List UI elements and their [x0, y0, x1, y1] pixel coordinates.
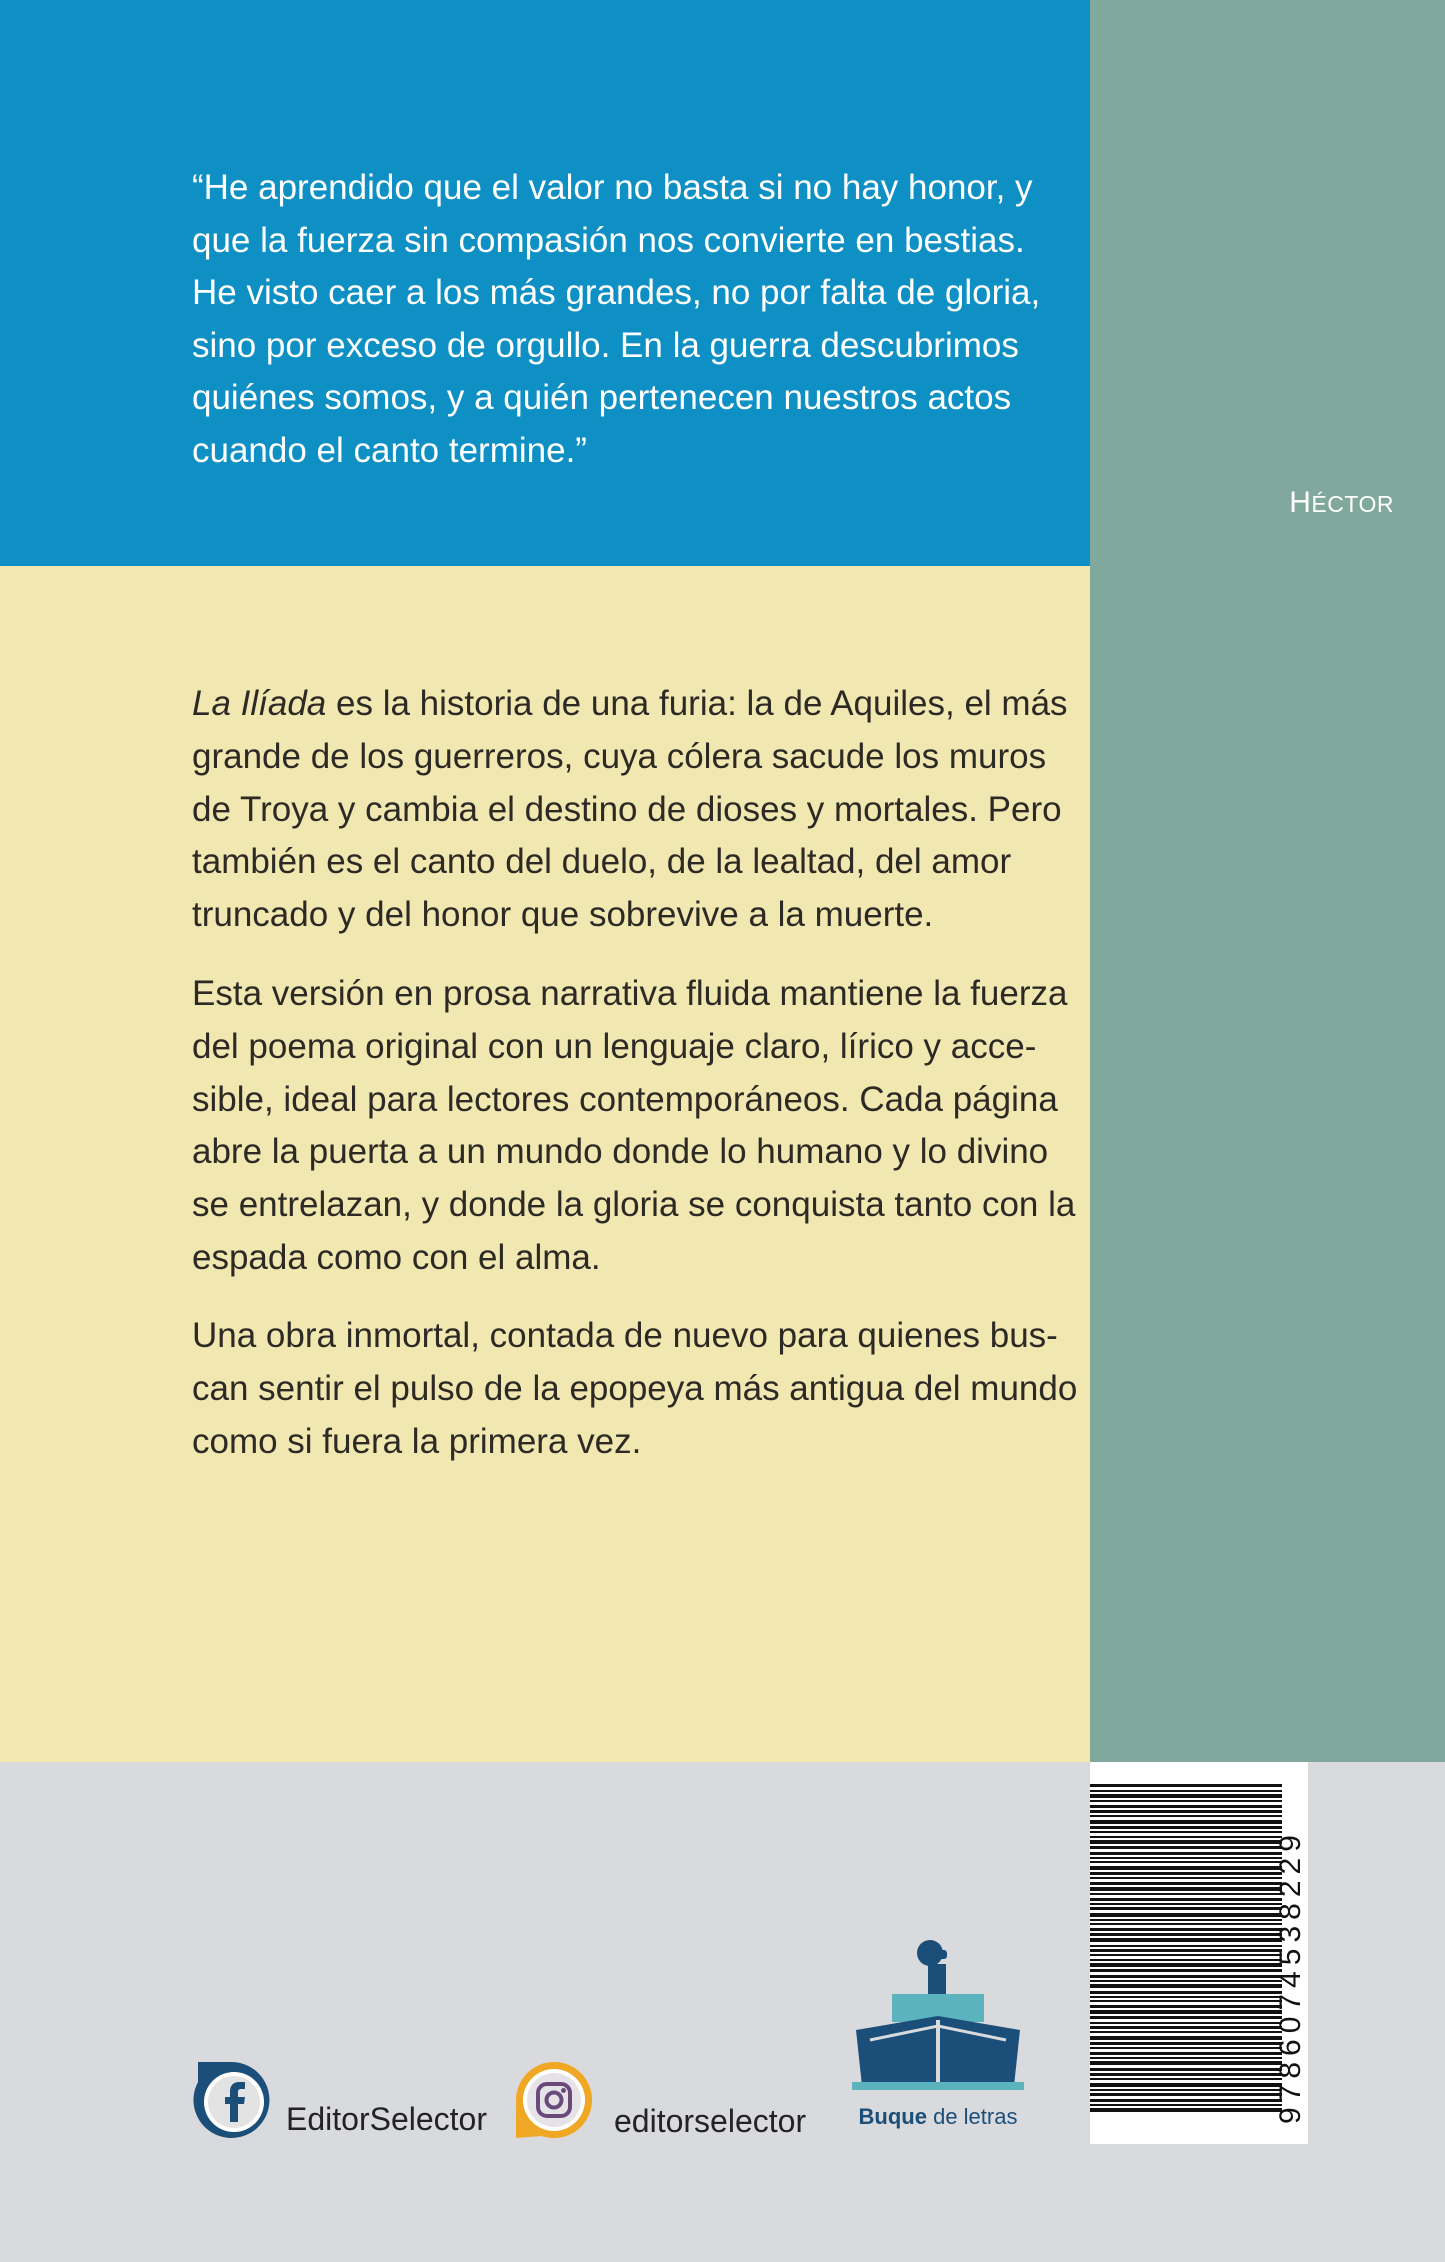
book-title: La Ilíada — [192, 684, 327, 723]
facebook-label: EditorSelector — [286, 2100, 487, 2137]
quote-line: sino por exceso de orgullo. En la guerra descubrimos — [192, 325, 1019, 365]
logo-text-bold: Buque — [858, 2104, 927, 2129]
barcode-bar — [1090, 1991, 1282, 1994]
barcode-bar — [1090, 1984, 1282, 1988]
quote-text — [192, 162, 1062, 477]
barcode-bar — [1090, 2036, 1282, 2040]
barcode-bar — [1090, 2010, 1282, 2014]
barcode-bar — [1090, 1820, 1282, 1824]
barcode-bar — [1090, 1852, 1282, 1855]
barcode-bar — [1090, 1861, 1282, 1863]
description-line: truncado y del honor que sobrevive a la muerte. — [192, 895, 934, 935]
description-line: Esta versión en prosa narrativa fluida mantiene la fuerza — [192, 974, 1068, 1013]
barcode-bar — [1090, 2061, 1282, 2065]
publisher-logo — [848, 1936, 1028, 2146]
barcode-bar — [1090, 2083, 1282, 2087]
quote-author-initial: H — [1289, 486, 1312, 519]
barcode-bar — [1090, 1877, 1282, 1879]
barcode-bar — [1090, 2068, 1282, 2071]
barcode-bar — [1090, 1810, 1282, 1813]
logo-text-rest: de letras — [926, 2104, 1018, 2129]
description-line: abre la puerta a un mundo donde lo humano y lo divino — [192, 1132, 1049, 1172]
barcode — [1090, 1762, 1308, 2144]
facebook-icon — [192, 2060, 272, 2142]
barcode-bar — [1090, 1857, 1282, 1859]
barcode-bar — [1090, 2005, 1282, 2008]
barcode-bar — [1090, 1784, 1282, 1787]
barcode-bar — [1090, 1805, 1282, 1808]
description-line: como si fuera la primera vez. — [192, 1421, 642, 1461]
publisher-logo-text — [848, 2104, 1028, 2130]
quote-line: “He aprendido que el valor no basta si no hay honor, y — [192, 168, 1033, 207]
barcode-bar — [1090, 2078, 1282, 2080]
barcode-bar — [1090, 1945, 1282, 1947]
facebook-link[interactable] — [192, 2060, 487, 2142]
quote-author — [1289, 486, 1394, 520]
barcode-bar — [1090, 1893, 1282, 1895]
description-line: Una obra inmortal, contada de nuevo para quienes bus- — [192, 1316, 1058, 1355]
description-line: se entrelazan, y donde la gloria se conquista tanto con la — [192, 1185, 1076, 1225]
instagram-link[interactable] — [512, 2058, 806, 2142]
barcode-bar — [1090, 2089, 1282, 2091]
barcode-bar — [1090, 1949, 1282, 1952]
barcode-bar — [1090, 1903, 1282, 1905]
description-line-rest: es la historia de una furia: la de Aquiles, el más — [326, 684, 1068, 723]
description-line: can sentir el pulso de la epopeya más antigua del mundo — [192, 1368, 1078, 1408]
description-line: del poema original con un lenguaje claro, lírico y acce- — [192, 1026, 1037, 1066]
barcode-bar — [1090, 2026, 1282, 2029]
description-line: espada como con el alma. — [192, 1237, 601, 1277]
barcode-bar — [1090, 1963, 1282, 1967]
barcode-bar — [1090, 1913, 1282, 1917]
barcode-bar — [1090, 2057, 1282, 2059]
barcode-bar — [1090, 2000, 1282, 2002]
barcode-bar — [1090, 1923, 1282, 1925]
barcode-bar — [1090, 1959, 1282, 1961]
barcode-bar — [1090, 2073, 1282, 2076]
barcode-digits: 9786074538229 — [1274, 1829, 1307, 2124]
barcode-bar — [1090, 1790, 1282, 1792]
barcode-bar — [1090, 2052, 1282, 2055]
barcode-bar — [1090, 1938, 1282, 1942]
barcode-bar — [1090, 1882, 1282, 1885]
quote-line: He visto caer a los más grandes, no por falta de gloria, — [192, 273, 1041, 312]
barcode-bar — [1090, 1954, 1282, 1956]
barcode-bar — [1090, 1907, 1282, 1910]
barcode-bar — [1090, 2093, 1282, 2096]
barcode-bar — [1090, 1928, 1282, 1931]
barcode-bar — [1090, 2042, 1282, 2045]
spine-panel — [1090, 0, 1445, 1762]
barcode-bar — [1090, 1794, 1282, 1798]
quote-line: quiénes somos, y a quién pertenecen nuestros actos — [192, 378, 1012, 417]
description-paragraph-1 — [192, 678, 1068, 942]
barcode-bar — [1090, 1933, 1282, 1936]
barcode-bar — [1090, 2104, 1282, 2106]
barcode-bar — [1090, 2047, 1282, 2049]
quote-line: que la fuerza sin compasión nos convierte en bestias. — [192, 220, 1025, 260]
barcode-bar — [1090, 1866, 1282, 1870]
quote-author-rest: ÉCTOR — [1311, 491, 1394, 517]
description-paragraph-3 — [192, 1310, 1078, 1468]
barcode-bar — [1090, 1969, 1282, 1972]
barcode-bar — [1090, 2016, 1282, 2019]
description-line: de Troya y cambia el destino de dioses y mortales. Pero — [192, 789, 1062, 829]
barcode-bar — [1090, 1840, 1282, 1844]
barcode-bars — [1090, 1762, 1308, 2144]
ship-icon — [848, 1936, 1028, 2104]
barcode-bar — [1090, 1815, 1282, 1817]
barcode-bar — [1090, 1919, 1282, 1921]
barcode-bar — [1090, 1836, 1282, 1838]
barcode-bar — [1090, 1975, 1282, 1978]
barcode-bar — [1090, 1831, 1282, 1833]
barcode-bar — [1090, 1980, 1282, 1982]
description-line: grande de los guerreros, cuya cólera sacude los muros — [192, 736, 1047, 776]
barcode-bar — [1090, 2099, 1282, 2102]
barcode-bar — [1090, 2031, 1282, 2033]
barcode-bar — [1090, 1800, 1282, 1802]
description-line — [192, 678, 1068, 731]
instagram-label: editorselector — [614, 2102, 807, 2139]
barcode-bar — [1090, 2108, 1282, 2112]
barcode-bar — [1090, 1826, 1282, 1829]
barcode-bar — [1090, 1846, 1282, 1849]
barcode-bar — [1090, 1887, 1282, 1891]
barcode-bar — [1090, 1996, 1282, 1998]
instagram-icon — [512, 2058, 596, 2142]
quote-line: cuando el canto termine.” — [192, 430, 587, 470]
description-line: sible, ideal para lectores contemporáneos. Cada página — [192, 1079, 1058, 1119]
barcode-bar — [1090, 2022, 1282, 2024]
barcode-bar — [1090, 1872, 1282, 1875]
barcode-bar — [1090, 1898, 1282, 1901]
description-line: también es el canto del duelo, de la lealtad, del amor — [192, 842, 1012, 882]
description-paragraph-2 — [192, 968, 1076, 1285]
